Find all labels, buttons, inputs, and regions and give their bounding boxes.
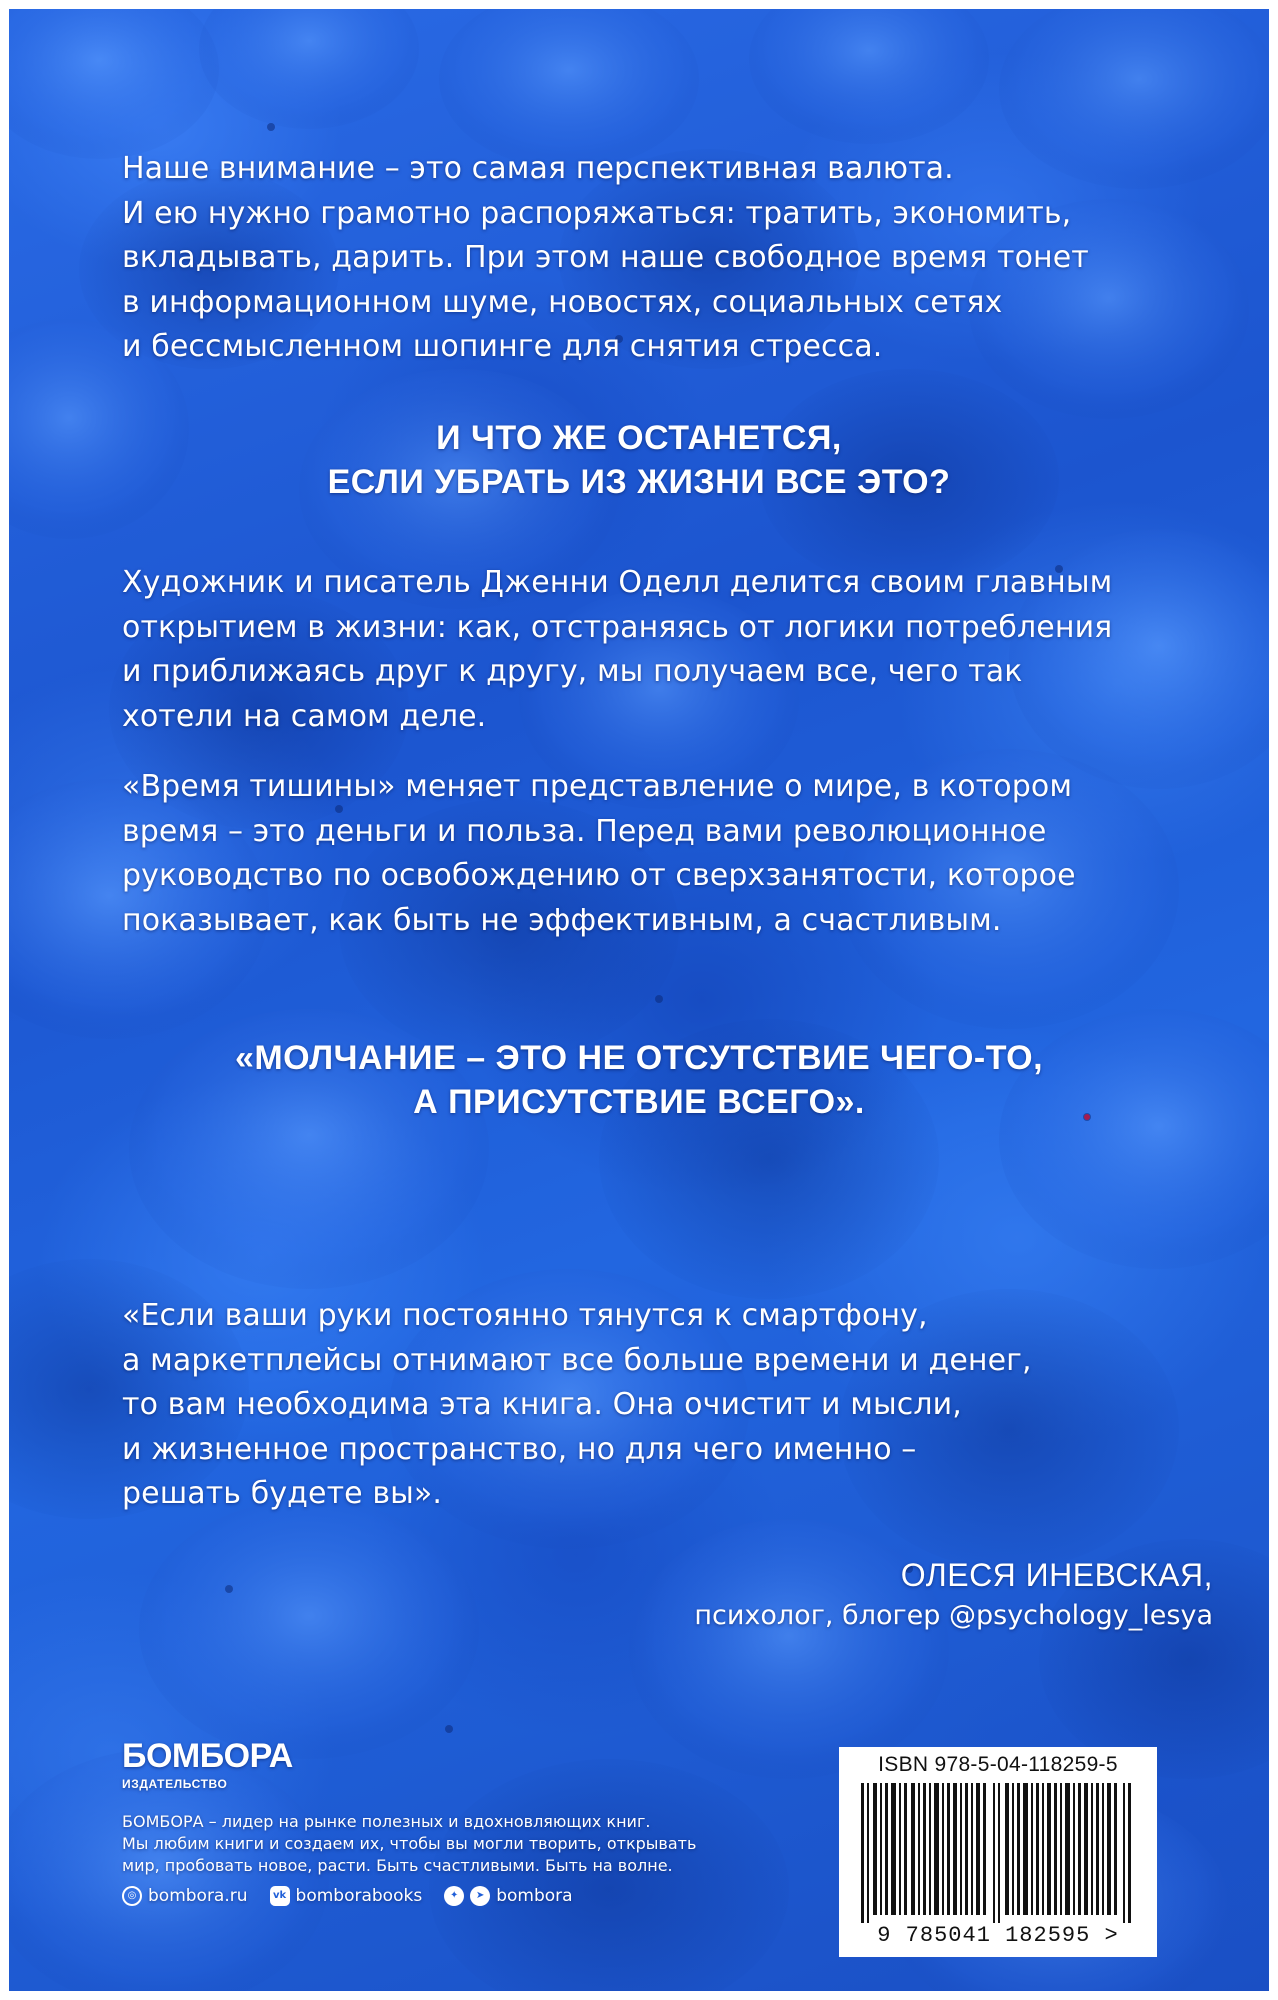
social-label: bomborabooks [295,1886,423,1906]
review-line: то вам необходима эта книга. Она очистит и мысли, [122,1387,962,1422]
review-line: а маркетплейсы отнимают все больше времени и денег, [122,1342,1032,1378]
summary-paragraph [122,765,1202,943]
question-line: ЕСЛИ УБРАТЬ ИЗ ЖИЗНИ ВСЕ ЭТО? [327,463,951,501]
about-line: и приближаясь друг к другу, мы получаем все, чего так [122,654,1023,689]
review-line: решать будете вы». [122,1476,443,1511]
question-heading [9,416,1269,504]
globe-icon: ◎ [122,1886,142,1906]
social-telegram[interactable] [444,1886,572,1906]
social-vk[interactable] [270,1886,423,1906]
about-paragraph [122,561,1202,739]
intro-line: И ею нужно грамотно распоряжаться: тратить, экономить, [122,195,1072,231]
vk-icon: vk [270,1886,290,1906]
telegram-icon: ➤ [470,1886,490,1906]
star-icon: ✦ [444,1886,464,1906]
quote-line: А ПРИСУТСТВИЕ ВСЕГО». [413,1083,865,1121]
about-line: Художник и писатель Дженни Оделл делится своим главным [122,565,1113,600]
isbn-label: ISBN 978-5-04-118259-5 [878,1753,1118,1776]
review-paragraph [122,1294,1202,1517]
intro-line: вкладывать, дарить. При этом наше свободное время тонет [122,240,1089,275]
publisher-desc-line: Мы любим книги и создаем их, чтобы вы могли творить, открывать [122,1834,697,1853]
social-label: bombora.ru [148,1886,248,1906]
publisher-desc-line: БОМБОРА – лидер на рынке полезных и вдохновляющих книг. [122,1812,651,1831]
publisher-description [122,1811,742,1877]
summary-line: время – это деньги и польза. Перед вами революционное [122,813,1047,849]
about-line: хотели на самом деле. [122,698,487,734]
review-line: и жизненное пространство, но для чего именно – [122,1431,917,1467]
publisher-desc-line: мир, пробовать новое, расти. Быть счастливыми. Быть на волне. [122,1856,673,1875]
book-back-cover [9,9,1269,1991]
intro-paragraph [122,147,1202,370]
intro-line: в информационном шуме, новостях, социальных сетях [122,284,1003,320]
social-website[interactable] [122,1886,248,1906]
social-links [122,1886,573,1906]
quote-line: «МОЛЧАНИЕ – ЭТО НЕ ОТСУТСТВИЕ ЧЕГО-ТО, [234,1039,1044,1077]
barcode-panel [839,1747,1157,1957]
intro-line: и бессмысленном шопинге для снятия стресса. [122,329,883,364]
author-name: ОЛЕСЯ ИНЕВСКАЯ, [900,1557,1213,1593]
social-label: bombora [496,1886,573,1906]
summary-line: показывает, как быть не эффективным, а счастливым. [122,902,1002,938]
intro-line: Наше внимание – это самая перспективная валюта. [122,151,954,186]
summary-line: руководство по освобождению от сверхзанятости, которое [122,858,1076,893]
review-author [694,1554,1213,1636]
review-line: «Если ваши руки постоянно тянутся к смартфону, [122,1298,928,1333]
question-line: И ЧТО ЖЕ ОСТАНЕТСЯ, [436,419,842,457]
about-line: открытием в жизни: как, отстраняясь от логики потребления [122,609,1113,645]
publisher-subtitle: ИЗДАТЕЛЬСТВО [122,1777,228,1791]
author-role: психолог, блогер @psychology_lesya [694,1600,1213,1631]
barcode-icon [861,1783,1135,1923]
publisher-logo: БОМБОРА [122,1737,293,1775]
barcode-number: 9 785041 182595 > [877,1923,1119,1948]
summary-line: «Время тишины» меняет представление о мире, в котором [122,769,1073,804]
quote-heading [9,1036,1269,1124]
